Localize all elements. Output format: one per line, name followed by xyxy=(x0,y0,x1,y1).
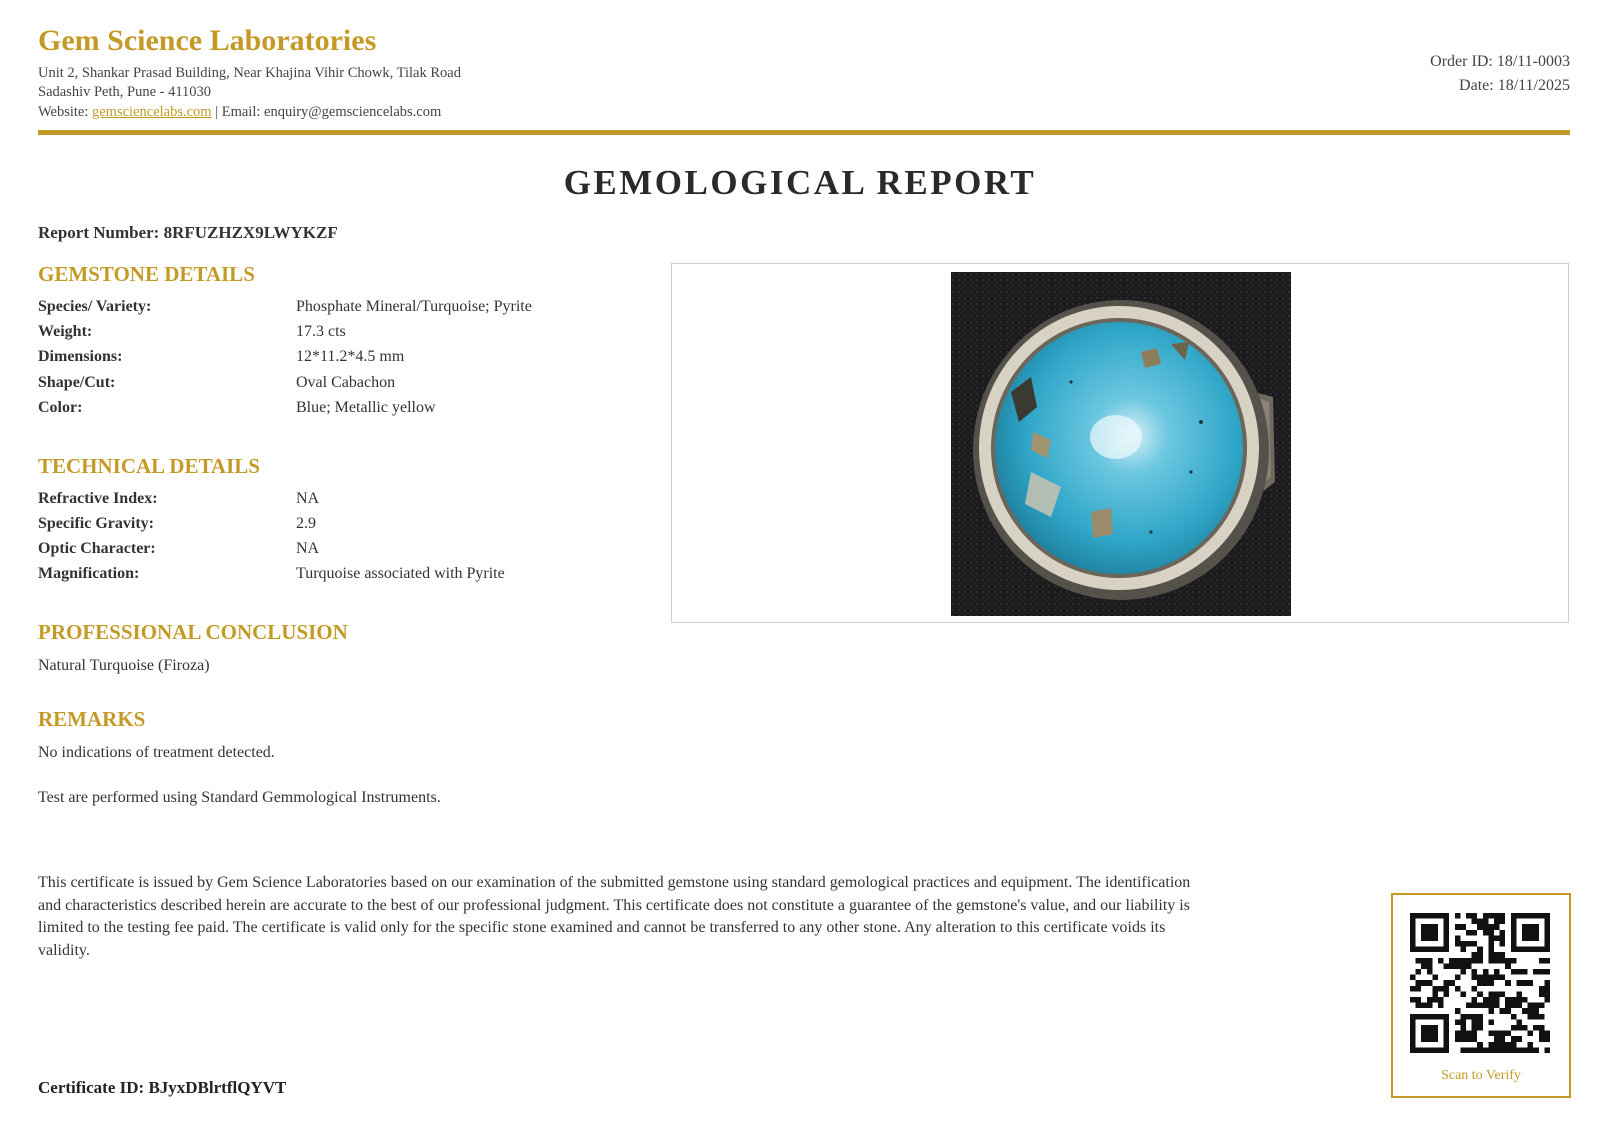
contact-line xyxy=(38,103,441,122)
qr-code-icon[interactable] xyxy=(1410,913,1550,1053)
turquoise-ring-photo xyxy=(951,272,1291,616)
email-text: | Email: enquiry@gemsciencelabs.com xyxy=(211,104,442,120)
lab-name: Gem Science Laboratories xyxy=(38,24,377,57)
detail-label: Shape/Cut: xyxy=(38,374,116,391)
address-line-2: Sadashiv Peth, Pune - 411030 xyxy=(38,84,212,100)
detail-label: Specific Gravity: xyxy=(38,515,154,532)
website-label: Website: xyxy=(38,104,92,120)
detail-value: NA xyxy=(296,540,320,557)
detail-value: 12*11.2*4.5 mm xyxy=(296,348,405,365)
detail-value: 2.9 xyxy=(296,515,316,532)
gemstone-details-heading: GEMSTONE DETAILS xyxy=(38,262,255,286)
website-link[interactable]: gemsciencelabs.com xyxy=(92,104,212,120)
order-date: Date: 18/11/2025 xyxy=(1459,77,1570,94)
detail-label: Species/ Variety: xyxy=(38,298,152,315)
report-number: Report Number: 8RFUZHZX9LWYKZF xyxy=(38,223,338,242)
detail-label: Refractive Index: xyxy=(38,490,158,507)
detail-label: Color: xyxy=(38,399,83,416)
detail-value: NA xyxy=(296,490,320,507)
address-line-1: Unit 2, Shankar Prasad Building, Near Khajina Vihir Chowk, Tilak Road xyxy=(38,65,461,81)
remarks-line-1: No indications of treatment detected. xyxy=(38,744,275,761)
page-title: GEMOLOGICAL REPORT xyxy=(563,163,1037,202)
scan-to-verify-caption: Scan to Verify xyxy=(1441,1068,1521,1083)
remarks-heading: REMARKS xyxy=(38,707,146,731)
header-divider xyxy=(38,130,1570,135)
detail-value: Turquoise associated with Pyrite xyxy=(296,565,505,582)
technical-details-heading: TECHNICAL DETAILS xyxy=(38,454,260,478)
detail-label: Dimensions: xyxy=(38,348,123,365)
remarks-line-2: Test are performed using Standard Gemmological Instruments. xyxy=(38,789,441,806)
order-id: Order ID: 18/11-0003 xyxy=(1430,53,1570,70)
detail-value: Phosphate Mineral/Turquoise; Pyrite xyxy=(296,298,532,315)
disclaimer-text: This certificate is issued by Gem Science Laboratories based on our examination of the submitted gemstone using standard gemological practices and equipment. The identification and characteristics described herein are accurate to the best of our professional judgment. This certificate does not constitute a guarantee of the gemstone's value, and our liability is limited to the testing fee paid. The certificate is valid only for the specific stone examined and cannot be transferred to any other stone. Any alteration to this certificate voids its validity. xyxy=(38,874,1191,959)
detail-label: Magnification: xyxy=(38,565,140,582)
detail-label: Optic Character: xyxy=(38,540,156,557)
certificate-id: Certificate ID: BJyxDBlrtflQYVT xyxy=(38,1078,287,1097)
detail-value: Oval Cabachon xyxy=(296,374,396,391)
detail-value: 17.3 cts xyxy=(296,323,346,340)
conclusion-text: Natural Turquoise (Firoza) xyxy=(38,657,210,674)
detail-value: Blue; Metallic yellow xyxy=(296,399,436,416)
detail-label: Weight: xyxy=(38,323,93,340)
conclusion-heading: PROFESSIONAL CONCLUSION xyxy=(38,620,348,644)
